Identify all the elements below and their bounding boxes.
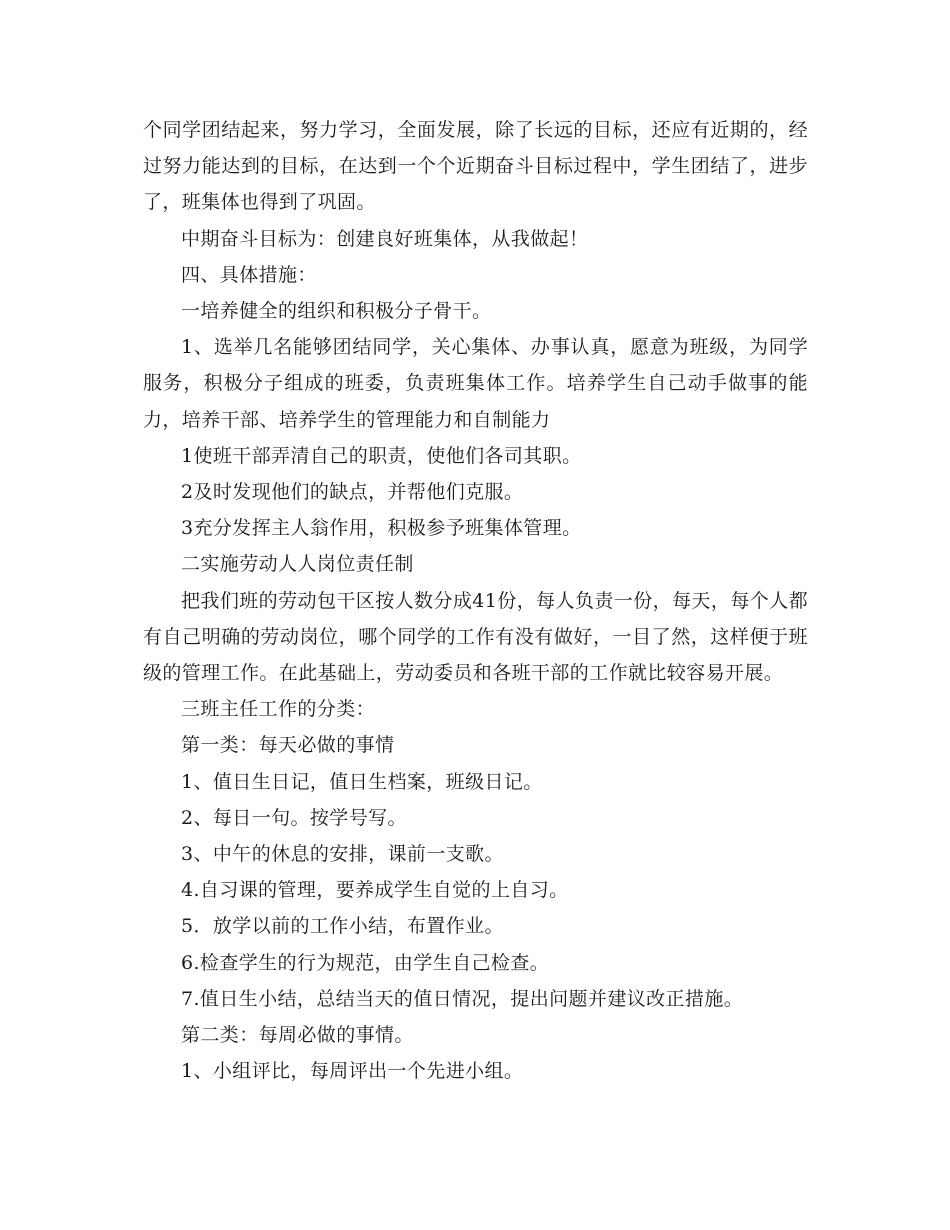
list-item: 4.自习课的管理，要养成学生自觉的上自习。 (181, 879, 569, 902)
paragraph: 把我们班的劳动包干区按人数分成41份，每人负责一份，每天，每个人都有自己明确的劳动岗位，哪个同学的工作有没有做好，一目了然，这样便于班级的管理工作。在此基础上，劳动委员和各班干部的工作就比较容易开展。 (143, 589, 808, 685)
subsection-heading: 一培养健全的组织和积极分子骨干。 (181, 300, 492, 323)
list-item: 2、每日一句。按学号写。 (181, 806, 407, 829)
list-item: 7.值日生小结，总结当天的值日情况，提出问题并建议改正措施。 (181, 987, 744, 1010)
list-item: 2及时发现他们的缺点，并帮他们克服。 (181, 481, 524, 504)
document-body (143, 112, 808, 1089)
subsection-heading: 三班主任工作的分类： (181, 698, 376, 721)
list-item: 1使班干部弄清自己的职责，使他们各司其职。 (181, 444, 582, 467)
subsection-heading: 二实施劳动人人岗位责任制 (181, 553, 414, 576)
category-heading: 第一类：每天必做的事情 (181, 734, 395, 757)
paragraph: 1、选举几名能够团结同学，关心集体、办事认真，愿意为班级，为同学服务，积极分子组成的班委，负责班集体工作。培养学生自己动手做事的能力，培养干部、培养学生的管理能力和自制能力 (143, 336, 808, 431)
list-item: 3、中午的休息的安排，课前一支歌。 (181, 843, 504, 866)
category-heading: 第二类：每周必做的事情。 (181, 1024, 414, 1047)
paragraph: 个同学团结起来，努力学习，全面发展，除了长远的目标，还应有近期的，经过努力能达到的目标，在达到一个个近期奋斗目标过程中，学生团结了，进步了，班集体也得到了巩固。 (143, 119, 808, 214)
list-item: 6.检查学生的行为规范，由学生自己检查。 (181, 951, 550, 974)
list-item: 1、小组评比，每周评出一个先进小组。 (181, 1060, 524, 1083)
paragraph: 中期奋斗目标为：创建良好班集体，从我做起！ (181, 227, 589, 250)
section-heading: 四、具体措施： (181, 263, 317, 286)
list-item: 5．放学以前的工作小结，布置作业。 (181, 915, 504, 938)
list-item: 3充分发挥主人翁作用，积极参予班集体管理。 (181, 517, 582, 540)
list-item: 1、值日生日记，值日生档案，班级日记。 (181, 770, 543, 793)
